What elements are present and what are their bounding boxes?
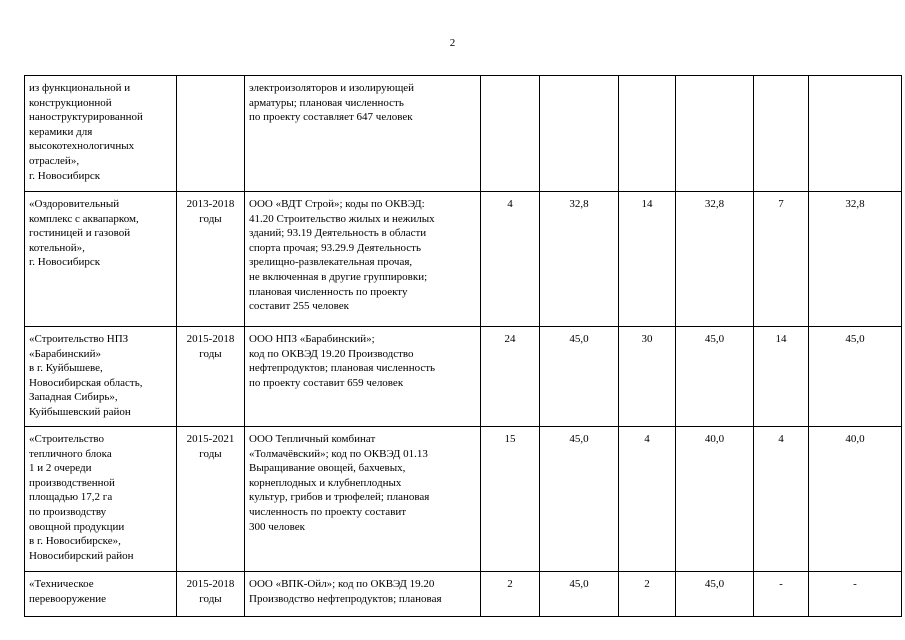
project-description-line: Выращивание овощей, бахчевых, [249,462,406,475]
value-cell-3: 2 [619,572,676,617]
project-name-line: гостиницей и газовой [29,227,131,240]
value-cell-2: 45,0 [540,327,619,427]
project-name-line: овощной продукции [29,520,125,533]
value-cell-2: 45,0 [540,427,619,572]
project-description-line: Производство нефтепродуктов; плановая [249,592,442,605]
page-number: 2 [449,37,456,49]
project-description-line: ООО «ВПК-Ойл»; код по ОКВЭД 19.20 [249,578,435,590]
project-years-cell [177,427,245,572]
value-cell-5: 14 [754,327,809,427]
project-description-line: электроизоляторов и изолирующей [249,82,415,94]
project-years-cell [177,327,245,427]
project-description-line: численность по проекту составит [249,505,407,518]
value-cell-6 [809,76,902,192]
project-description-cell [245,427,481,572]
project-name-line: по производству [29,505,107,518]
project-description-line: составит 255 человек [249,300,350,313]
project-name-line: наноструктурированной [29,111,143,124]
project-years-line: годы [199,592,222,605]
value-cell-5: 7 [754,192,809,327]
project-name-line: тепличного блока [29,447,112,460]
value-cell-3 [619,76,676,192]
project-name-cell [25,76,177,192]
project-years-line: 2015-2018 [186,578,235,590]
value-cell-1: 4 [481,192,540,327]
project-years-line: 2015-2021 [186,433,235,445]
value-cell-3: 4 [619,427,676,572]
project-years-line: 2013-2018 [186,198,235,210]
table-row [25,327,902,427]
table-row [25,192,902,327]
project-name-line: «Барабинский» [29,347,101,360]
project-name-cell [25,327,177,427]
table-row [25,76,902,192]
project-description-cell [245,327,481,427]
project-name-line: «Строительство НПЗ [29,333,129,345]
value-cell-2: 45,0 [540,572,619,617]
project-description-cell [245,192,481,327]
project-description-line: нефтепродуктов; плановая численность [249,362,436,375]
project-name-line: «Оздоровительный [29,198,120,210]
value-cell-1: 15 [481,427,540,572]
value-cell-5 [754,76,809,192]
value-cell-3: 14 [619,192,676,327]
value-cell-1: 24 [481,327,540,427]
value-cell-6: 32,8 [809,192,902,327]
project-years-line: 2015-2018 [186,333,235,345]
table-row [25,572,902,617]
project-name-line: в г. Куйбышеве, [29,362,103,375]
value-cell-6: - [809,572,902,617]
value-cell-5: 4 [754,427,809,572]
project-years-cell [177,192,245,327]
value-cell-2: 32,8 [540,192,619,327]
project-description-line: плановая численность по проекту [249,285,408,298]
project-description-line: зданий; 93.19 Деятельность в области [249,227,427,240]
project-name-line: Новосибирская область, [29,376,143,389]
project-description-cell [245,572,481,617]
project-description-line: 300 человек [249,520,306,533]
project-years-line: годы [199,212,222,225]
project-name-line: г. Новосибирск [29,256,101,269]
project-description-line: арматуры; плановая численность [249,96,404,109]
project-description-line: по проекту составит 659 человек [249,376,404,389]
project-name-line: керамики для [29,125,93,138]
project-name-line: «Техническое [29,578,94,590]
project-name-line: из функциональной и [29,82,131,94]
project-name-line: отраслей», [29,154,80,167]
project-description-line: код по ОКВЭД 19.20 Производство [249,347,414,360]
value-cell-2 [540,76,619,192]
project-years-cell [177,572,245,617]
value-cell-4: 45,0 [676,572,754,617]
project-description-line: зрелищно-развлекательная прочая, [249,256,413,269]
project-name-line: «Строительство [29,433,105,445]
projects-table [24,75,902,617]
project-name-line: площадью 17,2 га [29,491,113,504]
project-description-line: 41.20 Строительство жилых и нежилых [249,212,435,225]
value-cell-4: 32,8 [676,192,754,327]
project-description-line: ООО «ВДТ Строй»; коды по ОКВЭД: [249,198,425,210]
project-name-line: в г. Новосибирске», [29,535,121,548]
project-name-line: 1 и 2 очереди [29,462,92,475]
table-row [25,427,902,572]
project-years-line: годы [199,447,222,460]
value-cell-3: 30 [619,327,676,427]
project-description-line: «Толмачёвский»; код по ОКВЭД 01.13 [249,447,428,460]
project-name-line: Западная Сибирь», [29,391,118,404]
project-description-line: корнеплодных и клубнеплодных [249,476,402,489]
project-name-line: комплекс с аквапарком, [29,212,139,225]
value-cell-4: 40,0 [676,427,754,572]
project-name-line: котельной», [29,241,85,254]
project-name-line: высокотехнологичных [29,140,135,153]
project-description-line: ООО НПЗ «Барабинский»; [249,333,375,345]
value-cell-5: - [754,572,809,617]
value-cell-4: 45,0 [676,327,754,427]
project-name-cell [25,427,177,572]
value-cell-1 [481,76,540,192]
value-cell-6: 45,0 [809,327,902,427]
project-years-line: годы [199,347,222,360]
project-name-line: перевооружение [29,592,106,605]
project-name-line: Новосибирский район [29,549,134,562]
project-description-line: культур, грибов и трюфелей; плановая [249,491,430,504]
project-name-line: производственной [29,476,115,489]
project-name-cell [25,192,177,327]
project-description-line: спорта прочая; 93.29.9 Деятельность [249,241,421,254]
value-cell-1: 2 [481,572,540,617]
project-name-line: Куйбышевский район [29,405,131,418]
project-name-line: г. Новосибирск [29,169,101,182]
project-years-cell [177,76,245,192]
value-cell-4 [676,76,754,192]
project-name-cell [25,572,177,617]
project-description-line: ООО Тепличный комбинат [249,433,376,445]
value-cell-6: 40,0 [809,427,902,572]
project-name-line: конструкционной [29,96,112,109]
project-description-line: по проекту составляет 647 человек [249,111,413,124]
project-description-line: не включенная в другие группировки; [249,270,428,283]
project-description-cell [245,76,481,192]
